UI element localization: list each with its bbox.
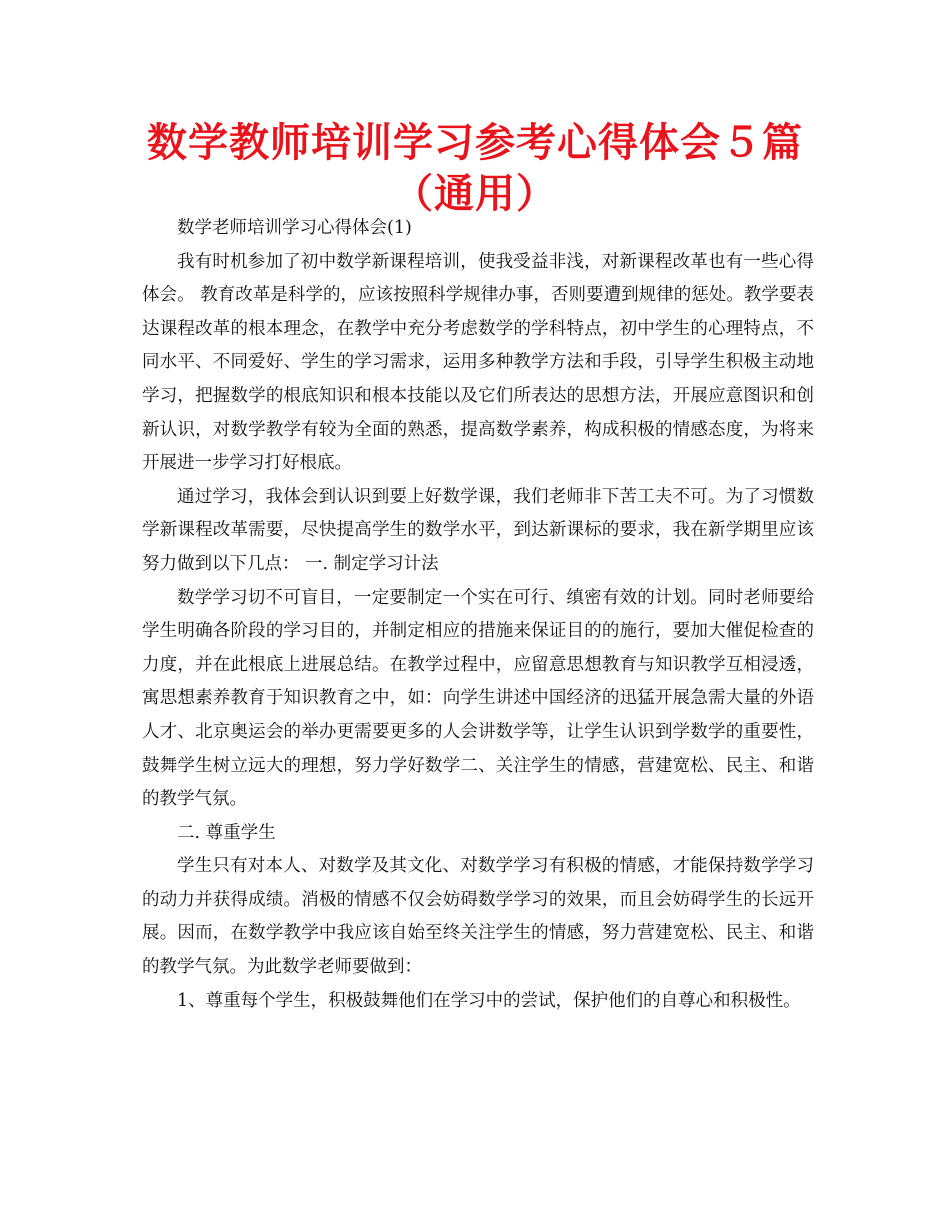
paragraph-4: 学生只有对本人、对数学及其文化、对数学学习有积极的情感，才能保持数学学习的动力并获得成绩。消极的情感不仅会妨碍数学学习的效果，而且会妨碍学生的长远开展。因而，在数学教学中我应该自始至终关注学生的情感，努力营建宽松、民主、和谐的教学气氛。为此数学老师要做到： — [142, 856, 814, 978]
paragraph-1: 我有时机参加了初中数学新课程培训，使我受益非浅，对新课程改革也有一些心得体会。 教育改革是科学的，应该按照科学规律办事，否则要遭到规律的惩处。教学要表达课程改革的根本理念，在教学中充分考虑数学的学科特点，初中学生的心理特点，不同水平、不同爱好、学生的学习需求，运用多种教学方法和手段，引导学生积极主动地学习，把握数学的根底知识和根本技能以及它们所表达的思想方法，开展应意图识和创新认识，对数学教学有较为全面的熟悉，提高数学素养，构成积极的情感态度，为将来开展进一步学习打好根底。 — [142, 251, 814, 474]
paragraph-3: 数学学习切不可盲目，一定要制定一个实在可行、缜密有效的计划。同时老师要给学生明确各阶段的学习目的，并制定相应的措施来保证目的的施行，要加大催促检查的力度，并在此根底上进展总结。在教学过程中，应留意思想教育与知识教学互相浸透，寓思想素养教育于知识教育之中，如：向学生讲述中国经济的迅猛开展急需大量的外语人才、北京奥运会的举办更需要更多的人会讲数学等，让学生认识到学数学的重要性，鼓舞学生树立远大的理想，努力学好数学二、关注学生的情感，营建宽松、民主、和谐的教学气氛。 — [142, 587, 814, 810]
section-heading-2: 二. 尊重学生 — [177, 822, 276, 843]
document-body — [142, 212, 814, 1018]
paragraph-2: 通过学习，我体会到认识到要上好数学课，我们老师非下苦工夫不可。为了习惯数学新课程改革需要，尽快提高学生的数学水平，到达新课标的要求，我在新学期里应该努力做到以下几点： 一. 制定学习计法 — [142, 486, 814, 574]
paragraph-5: 1、尊重每个学生，积极鼓舞他们在学习中的尝试，保护他们的自尊心和积极性。 — [177, 990, 801, 1011]
section-heading-1: 数学老师培训学习心得体会(1) — [177, 218, 412, 238]
document-title: 数学教师培训学习参考心得体会５篇（通用） — [147, 120, 803, 217]
